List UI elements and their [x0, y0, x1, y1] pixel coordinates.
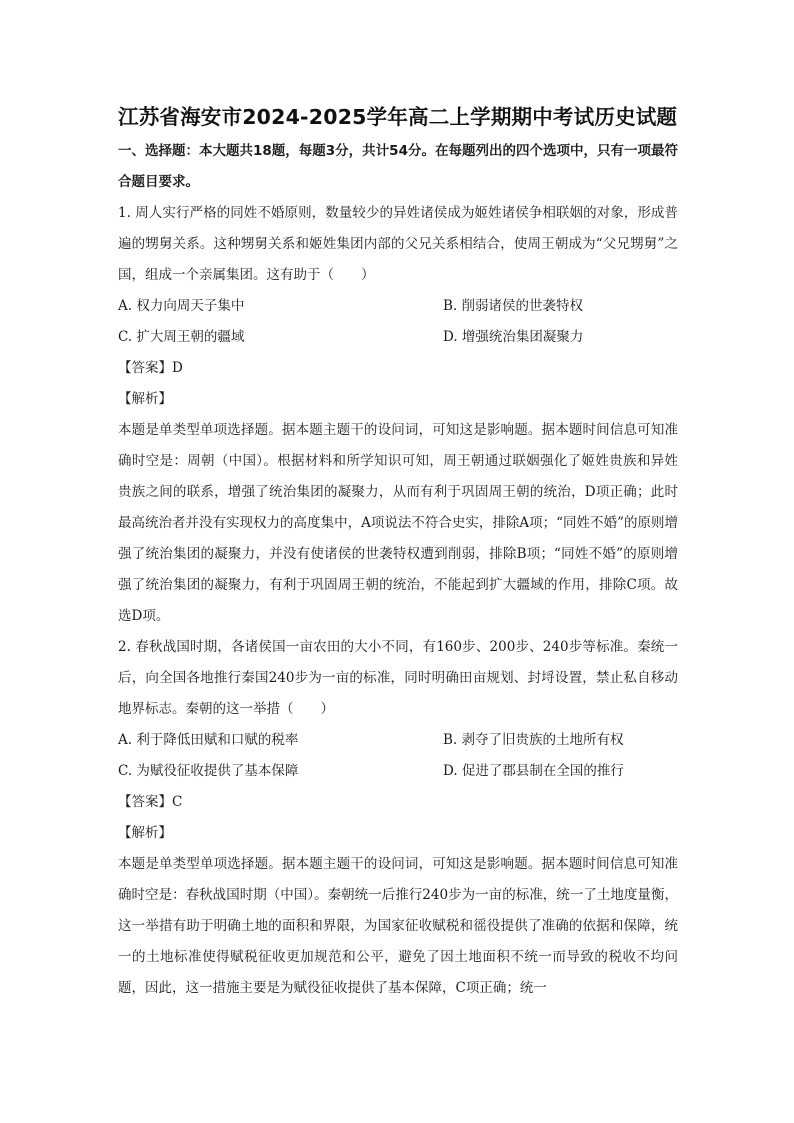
question-1: [118, 198, 678, 632]
page-title: 江苏省海安市2024-2025学年高二上学期期中考试历史试题: [118, 105, 678, 129]
question-stem: 2. 春秋战国时期，各诸侯国一亩农田的大小不同，有160步、200步、240步等标准。秦统一后，向全国各地推行秦国240步为一亩的标准，同时明确田亩规划、封埒设置，禁止私自移动地界标志。秦朝的这一举措（ ）: [118, 639, 678, 717]
analysis-text: 本题是单类型单项选择题。据本题主题干的设问词，可知这是影响题。据本题时间信息可知准确时空是：周朝（中国）。根据材料和所学知识可知，周王朝通过联姻强化了姬姓贵族和异姓贵族之间的联系，增强了统治集团的凝聚力，从而有利于巩固周王朝的统治，D项正确；此时最高统治者并没有实现权力的高度集中，A项说法不符合史实，排除A项；“同姓不婚”的原则增强了统治集团的凝聚力，并没有使诸侯的世袭特权遭到削弱，排除B项；“同姓不婚”的原则增强了统治集团的凝聚力，有利于巩固周王朝的统治，不能起到扩大疆域的作用，排除C项。故选D项。: [118, 422, 678, 624]
analysis-label: 【解析】: [118, 391, 172, 407]
analysis-label: 【解析】: [118, 825, 172, 841]
option-c: C. 为赋役征收提供了基本保障: [118, 763, 299, 779]
option-a: A. 利于降低田赋和口赋的税率: [118, 732, 299, 748]
section-heading: 一、选择题：本大题共18题，每题3分，共计54分。在每题列出的四个选项中，只有一项最符合题目要求。: [118, 143, 678, 190]
option-c: C. 扩大周王朝的疆域: [118, 329, 245, 345]
question-stem: 1. 周人实行严格的同姓不婚原则，数量较少的异姓诸侯成为姬姓诸侯争相联姻的对象，形成普遍的甥舅关系。这种甥舅关系和姬姓集团内部的父兄关系相结合，使周王朝成为“父兄甥舅”之国，组成一个亲属集团。这有助于（ ）: [118, 205, 678, 283]
question-2: [118, 632, 678, 1004]
option-b: B. 削弱诸侯的世袭特权: [443, 298, 584, 314]
option-d: D. 增强统治集团凝聚力: [443, 329, 584, 345]
option-grid: [118, 291, 678, 353]
analysis-text: 本题是单类型单项选择题。据本题主题干的设问词，可知这是影响题。据本题时间信息可知准确时空是：春秋战国时期（中国）。秦朝统一后推行240步为一亩的标准，统一了土地度量衡，这一举措有助于明确土地的面积和界限，为国家征收赋税和徭役提供了准确的依据和保障，统一的土地标准使得赋税征收更加规范和公平，避免了因土地面积不统一而导致的税收不均问题，因此，这一措施主要是为赋役征收提供了基本保障，C项正确；统一: [118, 856, 678, 996]
exam-page: [118, 100, 678, 1004]
option-grid: [118, 725, 678, 787]
option-b: B. 剥夺了旧贵族的土地所有权: [443, 732, 624, 748]
option-a: A. 权力向周天子集中: [118, 298, 245, 314]
answer-label: 【答案】C: [118, 794, 183, 810]
option-d: D. 促进了郡县制在全国的推行: [443, 763, 624, 779]
answer-label: 【答案】D: [118, 360, 183, 376]
